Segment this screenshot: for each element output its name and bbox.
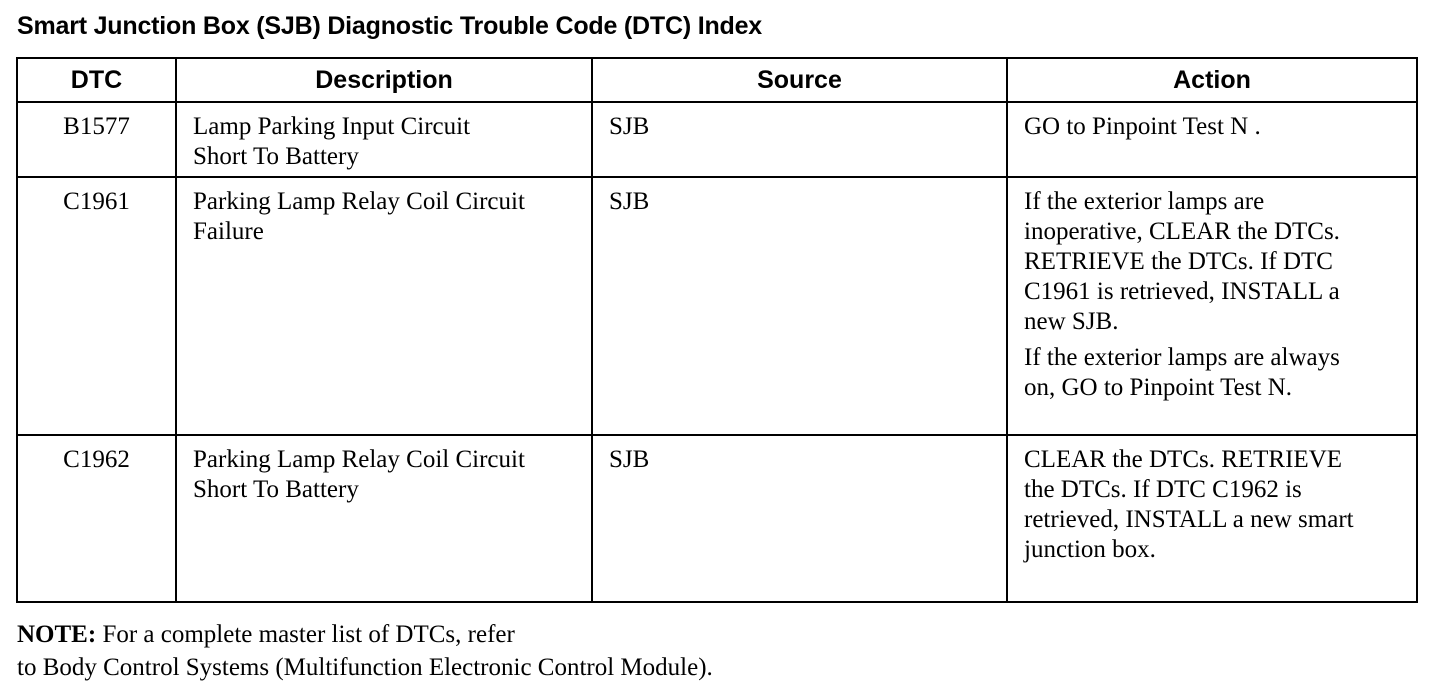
table-row	[17, 102, 1417, 177]
dtc-description	[176, 102, 592, 177]
dtc-code: C1961	[17, 177, 176, 435]
note-text: For a complete master list of DTCs, refer	[102, 621, 515, 648]
dtc-action	[1007, 435, 1417, 602]
action-line: GO to Pinpoint Test N .	[1024, 113, 1261, 140]
action-paragraph	[1024, 187, 1400, 337]
description-line: Parking Lamp Relay Coil Circuit	[193, 446, 525, 473]
note	[17, 618, 713, 684]
description-line: Short To Battery	[193, 143, 359, 170]
dtc-description	[176, 435, 592, 602]
action-line: new SJB.	[1024, 308, 1119, 335]
dtc-action	[1007, 177, 1417, 435]
description-line: Parking Lamp Relay Coil Circuit	[193, 188, 525, 215]
dtc-code: C1962	[17, 435, 176, 602]
action-paragraph	[1024, 112, 1400, 142]
table-row	[17, 177, 1417, 435]
action-line: CLEAR the DTCs. RETRIEVE	[1024, 446, 1343, 473]
column-header-dtc: DTC	[17, 58, 176, 102]
table-header-row	[17, 58, 1417, 102]
note-line: to Body Control Systems (Multifunction Electronic Control Module).	[17, 654, 713, 681]
dtc-source: SJB	[592, 102, 1007, 177]
page-title: Smart Junction Box (SJB) Diagnostic Trouble Code (DTC) Index	[17, 12, 763, 40]
column-header-action: Action	[1007, 58, 1417, 102]
action-line: If the exterior lamps are always	[1024, 344, 1340, 371]
dtc-source: SJB	[592, 177, 1007, 435]
action-line: the DTCs. If DTC C1962 is	[1024, 476, 1302, 503]
note-label: NOTE:	[17, 621, 97, 648]
dtc-code: B1577	[17, 102, 176, 177]
note-line	[17, 618, 713, 651]
column-header-description: Description	[176, 58, 592, 102]
dtc-action	[1007, 102, 1417, 177]
action-line: RETRIEVE the DTCs. If DTC	[1024, 248, 1333, 275]
dtc-source: SJB	[592, 435, 1007, 602]
dtc-description	[176, 177, 592, 435]
description-line: Lamp Parking Input Circuit	[193, 113, 471, 140]
column-header-source: Source	[592, 58, 1007, 102]
action-line: inoperative, CLEAR the DTCs.	[1024, 218, 1340, 245]
dtc-index-table	[16, 57, 1418, 603]
description-line: Failure	[193, 218, 264, 245]
action-line: If the exterior lamps are	[1024, 188, 1265, 215]
action-line: retrieved, INSTALL a new smart	[1024, 506, 1354, 533]
action-paragraph	[1024, 445, 1400, 565]
table-row	[17, 435, 1417, 602]
description-line: Short To Battery	[193, 476, 359, 503]
action-line: on, GO to Pinpoint Test N.	[1024, 374, 1292, 401]
action-line: C1961 is retrieved, INSTALL a	[1024, 278, 1340, 305]
action-line: junction box.	[1024, 536, 1156, 563]
action-paragraph	[1024, 343, 1400, 403]
